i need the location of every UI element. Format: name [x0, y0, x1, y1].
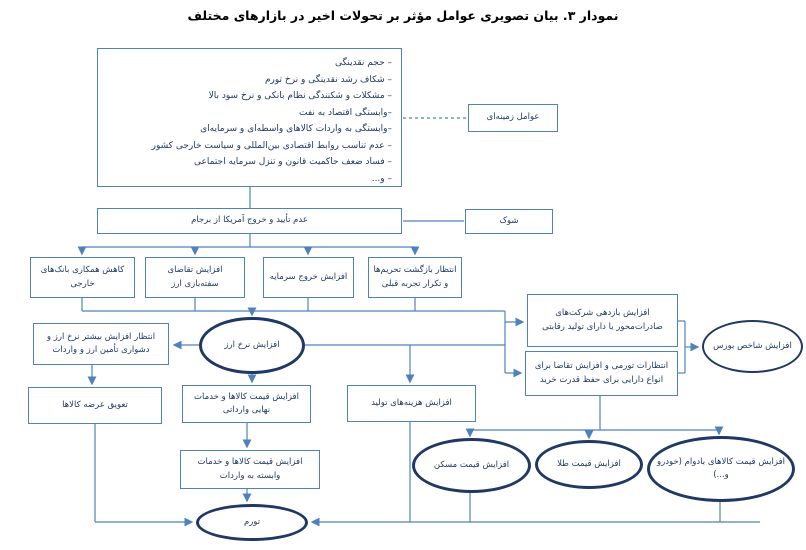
node-shock-label: شوک: [465, 209, 553, 234]
node-exchange-rate-ellipse: افزایش نرخ ارز: [199, 317, 305, 374]
node-capital-flight: افزایش خروج سرمایه: [263, 257, 354, 298]
node-sanctions-return: انتظار بازگشت تحریم‌ها و تکرار تجربه قبلی: [368, 257, 462, 298]
node-background-factors-label: عوامل زمینه‌ای: [468, 104, 558, 132]
node-expect-more-fx: انتظار افزایش بیشتر نرخ ارز و دشواری تأمین ارز و واردات: [33, 323, 169, 365]
node-postpone-supply: تعویق عرضه کالاها: [28, 387, 162, 424]
node-stock-index-ellipse: افزایش شاخص بورس: [702, 320, 803, 373]
factor-item: –وابستگی اقتصاد به نفت: [299, 107, 392, 118]
factor-item: – و...: [371, 173, 392, 184]
node-import-dependent-prices: افزایش قیمت کالاها و خدمات وابسته به واردات: [180, 450, 320, 489]
node-inflation-ellipse: تورم: [196, 504, 308, 541]
factor-item: – مشکلات و شکنندگی نظام بانکی و نرخ سود بالا: [208, 91, 392, 101]
factor-item: – شکاف رشد نقدینگی و نرخ تورم: [264, 74, 392, 85]
node-jcpoa-shock: عدم تأیید و خروج آمریکا از برجام: [97, 208, 402, 234]
chart-title: نمودار ۳. بیان تصویری عوامل مؤثر بر تحولات اخیر در بازارهای مختلف: [187, 8, 619, 23]
factor-item: –وابستگی به واردات کالاهای واسطه‌ای و سرمایه‌ای: [200, 124, 392, 134]
node-housing-prices-ellipse: افزایش قیمت مسکن: [412, 438, 531, 493]
node-background-factors-list: [97, 48, 402, 187]
node-gold-price-ellipse: افزایش قیمت طلا: [535, 440, 643, 489]
node-imported-final-prices: افزایش قیمت کالاها و خدمات نهایی وارداتی: [182, 385, 311, 423]
factor-item: – عدم تناسب روابط اقتصادی بین‌المللی و سیاست خارجی کشور: [151, 140, 392, 151]
node-export-firms-returns: افزایش بازدهی شرکت‌های صادرات‌محور یا دارای تولید رقابتی: [527, 294, 678, 347]
node-production-costs: افزایش هزینه‌های تولید: [347, 385, 476, 422]
node-bank-cooperation: کاهش همکاری بانک‌های خارجی: [30, 257, 135, 298]
factor-item: – حجم نقدینگی: [334, 58, 392, 68]
node-durable-goods-ellipse: افزایش قیمت کالاهای بادوام (خودرو و...): [647, 436, 795, 502]
node-inflation-expectations: انتظارات تورمی و افزایش تقاضا برای انواع دارایی برای حفظ قدرت خرید: [525, 351, 678, 396]
node-speculation-demand: افزایش تقاضای سفته‌بازی ارز: [145, 257, 245, 298]
factor-item: – فساد ضعف حاکمیت قانون و تنزل سرمایه اجتماعی: [194, 157, 392, 167]
